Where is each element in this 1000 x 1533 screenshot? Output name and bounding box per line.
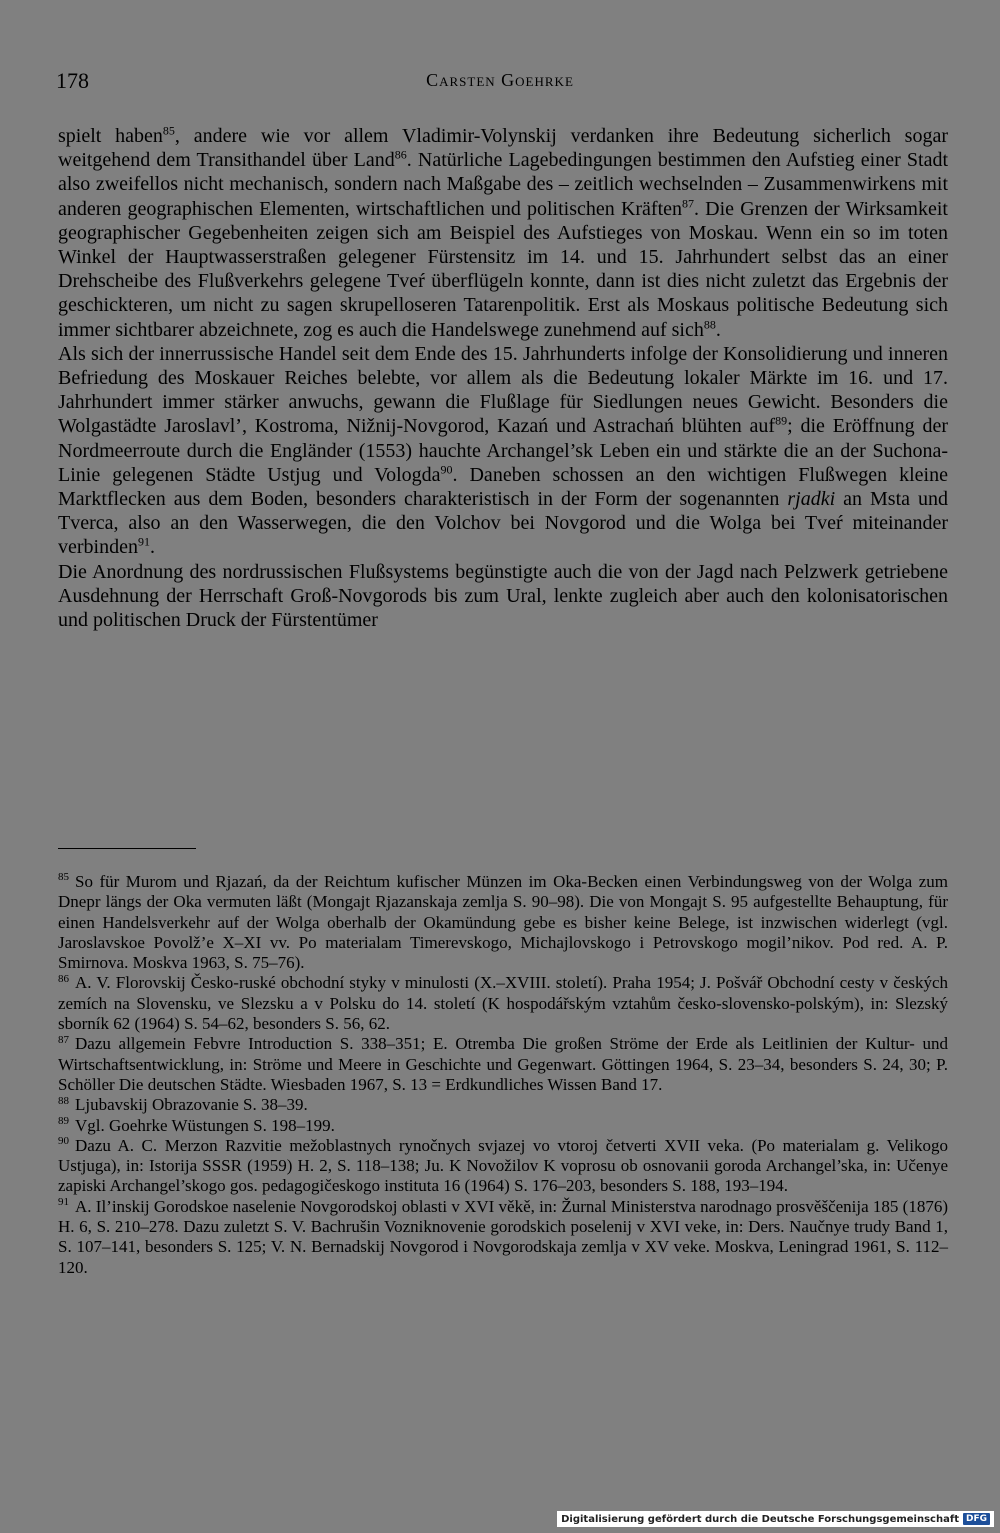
footnote-ref-85[interactable]: 85 bbox=[162, 123, 175, 138]
footnote-number: 89 bbox=[58, 1114, 69, 1127]
footnote-87 bbox=[58, 1034, 948, 1095]
footnote-rule bbox=[58, 848, 196, 849]
paragraph-1 bbox=[58, 124, 948, 342]
text-run: Als sich der innerrussische Handel seit dem Ende des 15. Jahrhunderts infolge der Konsolidierung und inneren Befriedung des Moskauer Reiches belebte, vor allem als die Bedeutung lokaler Märkte im 16. und 17. Jahrhundert immer stärker anwuchs, gewann die Flußlage für Siedlungen neues Gewicht. Besonders die Wolgastädte Jaroslavl’, Kostroma, Nižnij-Novgorod, Kazań und Astrachań blühten auf bbox=[58, 342, 948, 438]
footnote-number: 88 bbox=[58, 1094, 69, 1107]
footnote-89 bbox=[58, 1116, 948, 1136]
footnote-ref-86[interactable]: 86 bbox=[394, 147, 407, 162]
footnote-90 bbox=[58, 1136, 948, 1197]
footnote-ref-91[interactable]: 91 bbox=[137, 534, 150, 549]
body-text bbox=[58, 124, 948, 632]
footnote-ref-88[interactable]: 88 bbox=[703, 316, 716, 331]
page-number: 178 bbox=[56, 68, 89, 93]
footnote-85 bbox=[58, 872, 948, 973]
footnote-number: 91 bbox=[58, 1196, 69, 1209]
italic-term: rjadki bbox=[787, 488, 836, 511]
footnote-text: Vgl. Goehrke Wüstungen S. 198–199. bbox=[75, 1115, 335, 1135]
text-run: . bbox=[715, 318, 721, 341]
footnote-number: 90 bbox=[58, 1135, 69, 1148]
footnote-86 bbox=[58, 973, 948, 1034]
footnote-text: Dazu A. C. Merzon Razvitie mežoblastnych rynočnych svjazej vo vtoroj četverti XVII veka. (Po materialam g. Velikogo Ustjuga), in: Istorija SSSR (1959) H. 2, S. 118–138; Ju. K Novožilov K voprosu ob osnovanii goroda Archangel’ska, in: Učenye zapiski Archangel’skogo gos. pedagogičeskogo instituta 16 (1964) S. 176–203, besonders S. 188, 193–194. bbox=[58, 1135, 948, 1196]
footnote-text: So für Murom und Rjazań, da der Reichtum kufischer Münzen im Oka-Becken einen Verbindungsweg von der Wolga zum Dnepr längs der Oka vermuten läßt (Mongajt Rjazanskaja zemlja S. 90–98). Die von Mongajt S. 95 aufgestellte Behauptung, für einen Handelsverkehr auf der Wolga oberhalb der Okamündung gebe es bisher keine Belege, ist inzwischen widerlegt (vgl. Jaroslavskoe Povolž’e X–XI vv. Po materialam Timerevskogo, Michajlovskogo i Petrovskogo mogil’nikov. Pod red. A. P. Smirnova. Moskva 1963, S. 75–76). bbox=[58, 872, 948, 973]
text-run: . Die Grenzen der Wirksamkeit geographischer Gegebenheiten zeigen sich am Beispiel des Aufstieges von Moskau. Wenn ein so im toten Winkel der Hauptwasserstraßen gelegener Fürstensitz im 14. und 15. Jahrhundert selbst das an einer Drehscheibe des Flußverkehrs gelegene Tveŕ überflügeln konnte, dann ist dies nicht zuletzt das Ergebnis der geschickteren, um nicht zu sagen skrupelloseren Tatarenpolitik. Erst als Moskaus politische Bedeutung sich immer sichtbarer abzeichnete, zog es auch die Handelswege zunehmend auf sich bbox=[58, 197, 948, 341]
text-run: an Msta und Tverca, also an den Wasserwegen, die den Volchov bei Novgorod und die Wolga bei Tveŕ miteinander verbinden bbox=[58, 488, 948, 559]
footnote-text: A. Il’inskij Gorodskoe naselenie Novgorodskoj oblasti v XVI věkě, in: Žurnal Ministerstva narodnago prosvěščenija 185 (1876) H. 6, S. 210–278. Dazu zuletzt S. V. Bachrušin Vozniknovenie gorodskich poselenij v XVI veke, in: Ders. Naučnye trudy Band 1, S. 107–141, besonders S. 125; V. N. Bernadskij Novgorod i Novgorodskaja zemlja v XV veke. Moskva, Leningrad 1961, S. 112–120. bbox=[58, 1196, 948, 1277]
running-head: Carsten Goehrke bbox=[426, 70, 574, 90]
footnote-text: A. V. Florovskij Česko-ruské obchodní styky v minulosti (X.–XVIII. století). Praha 1954; J. Pošvář Obchodní cesty v českých zemích na Slovensku, ve Slezsku a v Polsku do 14. století (K hospodářským vztahům česko-slovensko-polským), in: Slezský sborník 62 (1964) S. 54–62, besonders S. 56, 62. bbox=[58, 973, 948, 1034]
text-run: spielt haben bbox=[58, 125, 163, 147]
footnote-number: 85 bbox=[58, 871, 69, 884]
funding-banner[interactable] bbox=[557, 1511, 994, 1527]
text-run: ; die Eröffnung der Nordmeerroute durch die Engländer (1553) hauchte Archangel’sk Leben ein und stärkte die an der Suchona-Linie gelegenen Städte Ustjug und Vologda bbox=[58, 415, 948, 486]
footnote-88 bbox=[58, 1095, 948, 1115]
footnotes bbox=[58, 872, 948, 1278]
text-run: . bbox=[149, 536, 155, 559]
footnote-ref-90[interactable]: 90 bbox=[440, 462, 453, 477]
paragraph-2 bbox=[58, 342, 948, 560]
text-run: , andere wie vor allem Vladimir-Volynskij verdanken ihre Bedeutung sicherlich sogar weitgehend dem Transithandel über Land bbox=[58, 125, 948, 172]
text-run: . Daneben schossen an den wichtigen Flußwegen kleine Marktflecken aus dem Boden, besonders charakteristisch in der Form der sogenannten bbox=[58, 463, 948, 511]
dfg-logo-icon: DFG bbox=[963, 1513, 990, 1525]
paragraph-3: Die Anordnung des nordrussischen Flußsystems begünstigte auch die von der Jagd nach Pelzwerk getriebene Ausdehnung der Herrschaft Groß-Novgorods bis zum Ural, lenkte zugleich aber auch den kolonisatorischen und politischen Druck der Fürstentümer bbox=[58, 560, 948, 632]
funding-text: Digitalisierung gefördert durch die Deutsche Forschungsgemeinschaft bbox=[561, 1513, 959, 1525]
text-run: . Natürliche Lagebedingungen bestimmen den Aufstieg einer Stadt also zweifellos nicht mechanisch, sondern nach Maßgabe des – zeitlich wechselnden – Zusammenwirkens mit anderen geographischen Elementen, wirtschaftlichen und politischen Kräften bbox=[58, 149, 949, 220]
footnote-number: 86 bbox=[58, 972, 69, 985]
footnote-ref-87[interactable]: 87 bbox=[682, 195, 695, 210]
footnote-91 bbox=[58, 1197, 948, 1278]
footnote-ref-89[interactable]: 89 bbox=[775, 413, 788, 428]
footnote-text: Ljubavskij Obrazovanie S. 38–39. bbox=[75, 1095, 308, 1115]
footnote-text: Dazu allgemein Febvre Introduction S. 338–351; E. Otremba Die großen Ströme der Erde als Leitlinien der Kultur- und Wirtschaftsentwicklung, in: Ströme und Meere in Geschichte und Gegenwart. Göttingen 1964, S. 23–34, besonders S. 24, 30; P. Schöller Die deutschen Städte. Wiesbaden 1967, S. 13 = Erdkundliches Wissen Band 17. bbox=[58, 1034, 948, 1094]
footnote-number: 87 bbox=[58, 1033, 69, 1046]
